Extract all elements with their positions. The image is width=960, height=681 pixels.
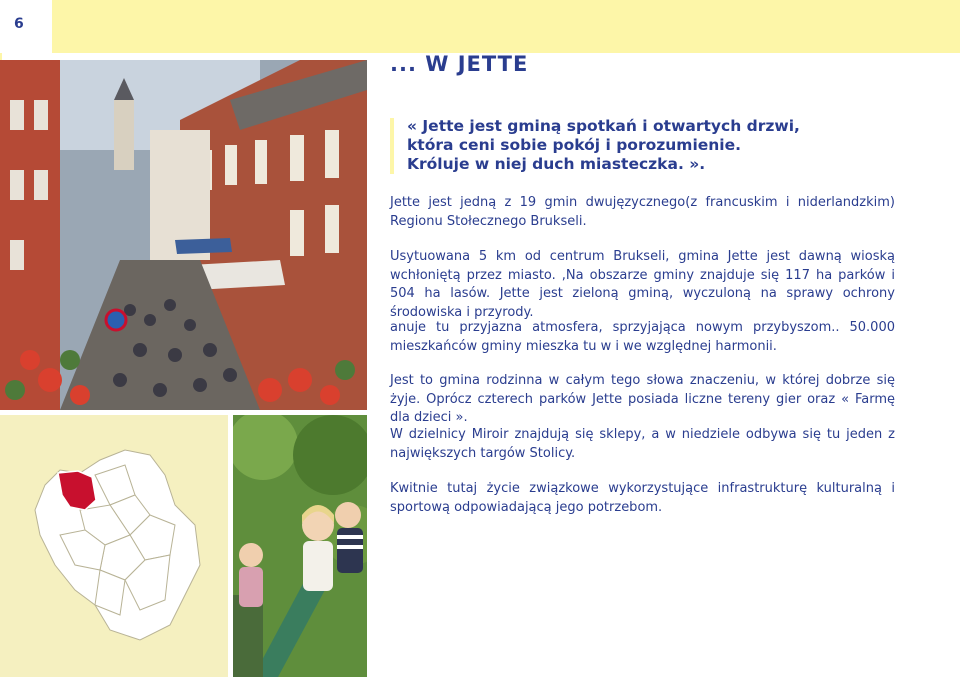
pull-quote <box>407 117 887 174</box>
body-paragraph: Jette jest jedną z 19 gmin dwujęzycznego(z francuskim i niderlandzkim) Regionu Stołecznego Brukseli. <box>390 195 895 229</box>
body-paragraph: W dzielnicy Miroir znajdują się sklepy, a w niedziele odbywa się tu jeden z największych targów Stolicy. <box>390 427 895 461</box>
page-number-box <box>0 0 52 53</box>
header-band <box>52 0 960 53</box>
body-paragraph: anuje tu przyjazna atmosfera, sprzyjająca nowym przybyszom.. 50.000 mieszkańców gminy mieszka tu w i we względnej harmonii. <box>390 320 895 354</box>
children-playground-photo <box>233 415 367 677</box>
quote-line: Króluje w niej duch miasteczka. ». <box>407 155 706 173</box>
section-title: ... W JETTE <box>390 52 529 76</box>
quote-accent-bar <box>390 118 394 174</box>
body-paragraph: Usytuowana 5 km od centrum Brukseli, gmina Jette jest dawną wioską wchłoniętą przez miasto. ,Na obszarze gminy znajduje się 117 ha parków i 504 ha lasów. Jette jest zieloną gminą, wyczuloną na sprawy ochrony środowiska i przyrody. <box>390 249 895 320</box>
body-paragraph: Kwitnie tutaj życie związkowe wykorzystujące infrastrukturę kulturalną i sportową odpowiadającą jego potrzebom. <box>390 481 895 515</box>
brussels-map <box>0 415 228 677</box>
quote-line: « Jette jest gminą spotkań i otwartych drzwi, <box>407 117 800 135</box>
body-paragraph: Jest to gmina rodzinna w całym tego słowa znaczeniu, w której dobrze się żyje. Oprócz czterech parków Jette posiada liczne tereny gier oraz « Farmę dla dzieci ». <box>390 373 895 425</box>
street-market-photo <box>0 60 367 410</box>
quote-line: która ceni sobie pokój i porozumienie. <box>407 136 742 154</box>
page-number: 6 <box>14 16 24 32</box>
